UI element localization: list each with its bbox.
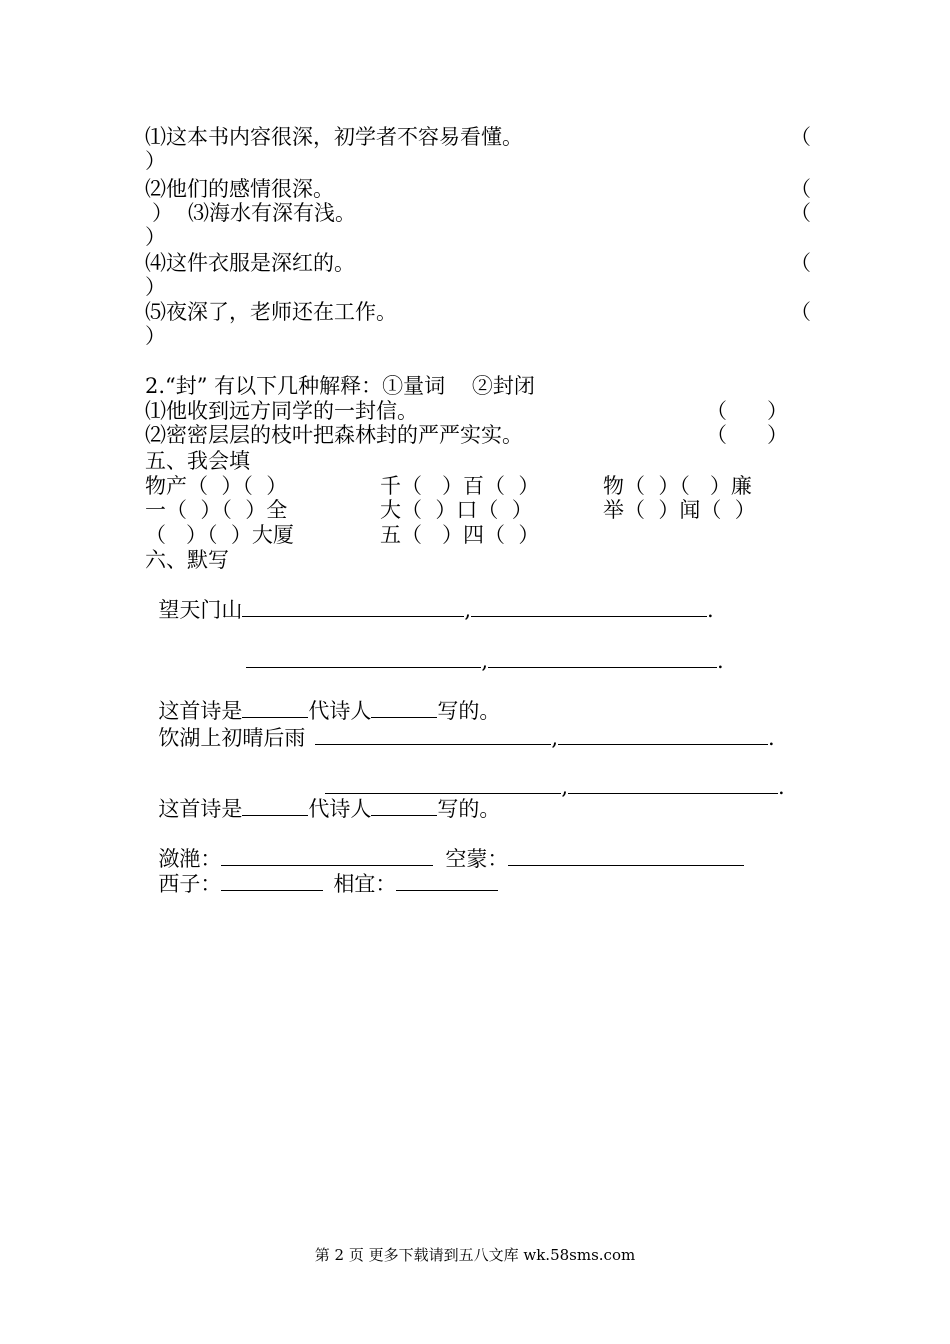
item-3-text: ⑶海水有深有浅。 [188,201,356,225]
fill-cell-r3c1: （ ）（ ）大厦 [145,523,294,547]
fill-cell-r1c2: 千（ ）百（ ） [380,474,540,498]
item-2-open-paren: （ [790,177,811,201]
item-3-open-paren: （ [790,201,811,225]
poem-2-title: 饮湖上初晴后雨 [158,726,306,750]
author-part-2: 代诗人 [308,797,372,821]
item-1-close-paren: ） [145,149,166,173]
answer-blank[interactable] [558,725,768,745]
item-1-open-paren: （ [790,125,811,149]
question-2-item-1: ⑴他收到远方同学的一封信。 [145,399,418,423]
comma: , [481,649,489,673]
vocab-4-label: 相宜： [333,872,397,896]
item-4-open-paren: （ [790,251,811,275]
question-2-title: 2.“封” 有以下几种解释：①量词 ②封闭 [145,374,535,398]
poem-1-title: 望天门山 [158,598,243,622]
answer-blank[interactable] [396,871,498,891]
author-part-3: 写的。 [437,797,501,821]
poet-blank[interactable] [371,796,437,816]
poem-2-line-1 [145,701,775,750]
item-5-close-paren: ） [145,324,166,348]
page-footer: 第 2 页 更多下载请到五八文库 wk.58sms.com [314,1246,636,1264]
vocab-2-label: 空蒙： [445,847,509,871]
answer-blank[interactable] [471,597,707,617]
comma: , [464,598,472,622]
comma: , [561,775,569,799]
answer-blank[interactable] [242,597,464,617]
answer-blank[interactable] [508,846,744,866]
fill-cell-r3c2: 五（ ）四（ ） [380,523,540,547]
period: . [717,649,724,673]
vocab-1-label: 潋滟： [158,847,222,871]
fill-cell-r1c3: 物（ ）（ ）廉 [603,474,752,498]
vocab-3-label: 西子： [158,872,222,896]
item-2-close-paren: ） [152,201,173,225]
answer-blank[interactable] [246,648,481,668]
question-2-item-2-paren: （ ） [706,423,789,447]
period: . [707,598,714,622]
period: . [778,775,785,799]
item-4-close-paren: ） [145,275,166,299]
dynasty-blank[interactable] [242,796,308,816]
author-part-1: 这首诗是 [158,797,243,821]
item-2-text: ⑵他们的感情很深。 [145,177,334,201]
answer-blank[interactable] [315,725,551,745]
vocab-line-2 [145,847,498,896]
item-5-open-paren: （ [790,300,811,324]
item-5-text: ⑸夜深了，老师还在工作。 [145,300,397,324]
comma: , [551,726,559,750]
section-6-title: 六、默写 [145,548,229,572]
question-2-item-2: ⑵密密层层的枝叶把森林封的严严实实。 [145,423,523,447]
fill-cell-r2c2: 大（ ）口（ ） [380,498,533,522]
author-part-1: 这首诗是 [158,699,243,723]
fill-cell-r2c3: 举（ ）闻（ ） [603,498,756,522]
poem-1-line-2 [233,624,724,673]
author-part-3: 写的。 [437,699,501,723]
answer-blank[interactable] [488,648,717,668]
answer-blank[interactable] [568,774,778,794]
item-3-close-paren: ） [145,225,166,249]
question-2-item-1-paren: （ ） [706,399,789,423]
poem-1-line-1 [145,573,714,622]
author-part-2: 代诗人 [308,699,372,723]
answer-blank[interactable] [221,871,323,891]
item-1-text: ⑴这本书内容很深，初学者不容易看懂。 [145,125,523,149]
poem-2-author-line [145,772,500,821]
fill-cell-r2c1: 一（ ）（ ）全 [145,498,288,522]
item-4-text: ⑷这件衣服是深红的。 [145,251,355,275]
period: . [768,726,775,750]
fill-cell-r1c1: 物产（ ）（ ） [145,474,288,498]
section-5-title: 五、我会填 [145,449,250,473]
